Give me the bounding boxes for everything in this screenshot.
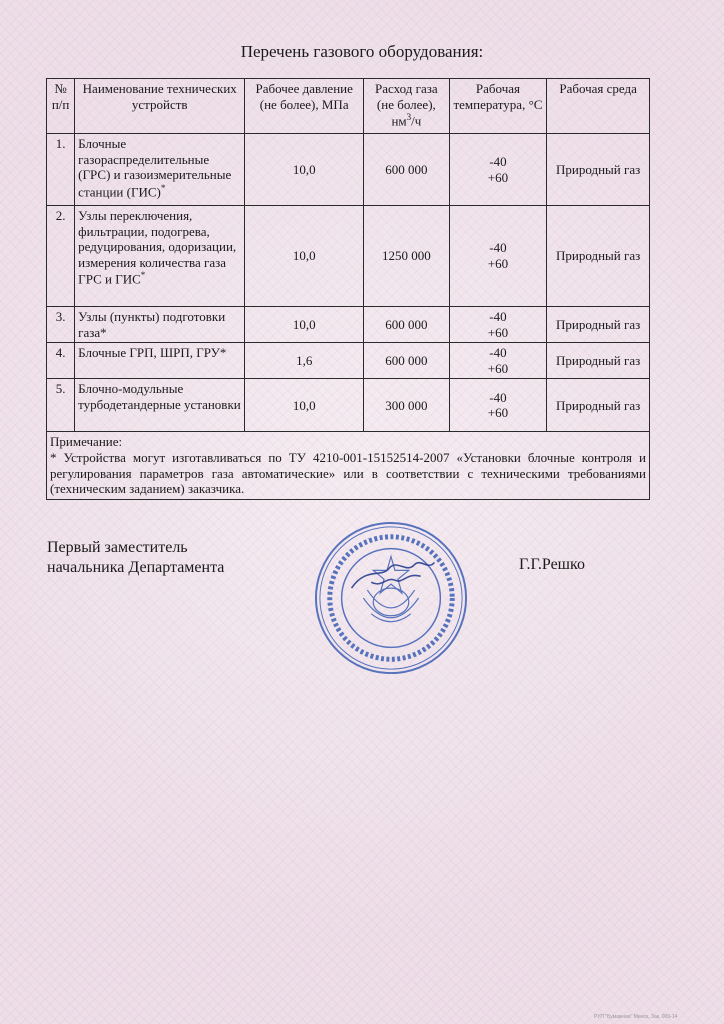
row-name-text: Узлы переключения, фильтрации, подогрева, редуцирования, одоризации, измерения количества газа ГРС и ГИС — [78, 208, 237, 287]
row-medium: Природный газ — [547, 134, 650, 206]
row-flow: 600 000 — [364, 307, 450, 343]
header-flow-text: Расход газа (не более), нм — [375, 81, 438, 129]
document-title: Перечень газового оборудования: — [240, 42, 484, 61]
row-num: 4. — [47, 343, 75, 379]
row-footnote-mark: * — [140, 270, 146, 281]
row-footnote-mark: * — [160, 182, 166, 193]
temp-min: -40 — [489, 309, 507, 324]
row-name-text: Блочно-модульные турбодетандерные установки — [78, 381, 241, 412]
row-pressure: 10,0 — [245, 206, 364, 307]
table-row — [47, 206, 650, 307]
row-name — [75, 343, 245, 379]
row-medium: Природный газ — [547, 206, 650, 307]
header-pressure: Рабочее давление (не более), МПа — [245, 79, 364, 134]
row-medium: Природный газ — [547, 379, 650, 432]
header-num: № п/п — [47, 79, 75, 134]
row-num: 5. — [47, 379, 75, 432]
header-temperature: Рабочая температура, °С — [449, 79, 547, 134]
row-pressure: 1,6 — [245, 343, 364, 379]
note-cell — [47, 432, 650, 499]
header-name: Наименование технических устройств — [75, 79, 245, 134]
header-flow-sup: 3 — [406, 112, 412, 123]
row-flow: 600 000 — [364, 343, 450, 379]
official-seal-icon — [312, 519, 470, 677]
header-flow-unit: /ч — [411, 113, 422, 129]
row-temperature — [449, 343, 547, 379]
table-row — [47, 343, 650, 379]
row-temperature — [449, 307, 547, 343]
header-medium: Рабочая среда — [547, 79, 650, 134]
row-name-text: Блочные газораспределительные (ГРС) и газоизмерительные станции (ГИС) — [78, 136, 232, 200]
temp-max: +60 — [487, 360, 509, 376]
row-name-text: Блочные ГРП, ШРП, ГРУ* — [78, 345, 227, 361]
note-label: Примечание: — [50, 434, 123, 450]
row-temperature — [449, 379, 547, 432]
row-pressure: 10,0 — [245, 134, 364, 206]
row-medium: Природный газ — [547, 343, 650, 379]
table-row — [47, 379, 650, 432]
row-num: 2. — [47, 206, 75, 307]
row-num: 1. — [47, 134, 75, 206]
temp-max: +60 — [487, 169, 509, 185]
temp-max: +60 — [487, 256, 509, 271]
note-row — [47, 432, 650, 499]
row-temperature — [449, 206, 547, 307]
row-name — [75, 134, 245, 206]
row-name — [75, 307, 245, 343]
table-row — [47, 134, 650, 206]
signature-block — [47, 538, 224, 578]
row-pressure: 10,0 — [245, 379, 364, 432]
temp-min: -40 — [489, 153, 507, 169]
print-mark: РУП "Бумажная" Минск, Зак. 009-14 — [594, 1014, 678, 1020]
header-flow — [364, 79, 450, 134]
row-flow: 1250 000 — [364, 206, 450, 307]
signer-name: Г.Г.Решко — [519, 556, 585, 573]
temp-min: -40 — [489, 240, 507, 256]
temp-max: +60 — [487, 405, 509, 421]
signer-position-line2: начальника Департамента — [47, 559, 225, 576]
row-pressure: 10,0 — [245, 307, 364, 343]
temp-max: +60 — [487, 324, 509, 340]
note-text: * Устройства могут изготавливаться по ТУ 4210-001-15152514-2007 «Установки блочные контроля и регулирования параметров газа автоматические» или в соответствии с техническими требованиями (техническим заданием) заказчика. — [50, 449, 646, 497]
table-row — [47, 307, 650, 343]
row-medium: Природный газ — [547, 307, 650, 343]
table-header-row — [47, 79, 650, 134]
equipment-table — [46, 78, 650, 500]
row-flow: 300 000 — [364, 379, 450, 432]
signer-position-line1: Первый заместитель — [47, 539, 188, 556]
row-num: 3. — [47, 307, 75, 343]
temp-min: -40 — [489, 389, 507, 405]
row-temperature — [449, 134, 547, 206]
temp-min: -40 — [489, 345, 507, 361]
row-name-text: Узлы (пункты) подготовки газа* — [78, 309, 226, 340]
row-name — [75, 379, 245, 432]
row-name — [75, 206, 245, 307]
row-flow: 600 000 — [364, 134, 450, 206]
